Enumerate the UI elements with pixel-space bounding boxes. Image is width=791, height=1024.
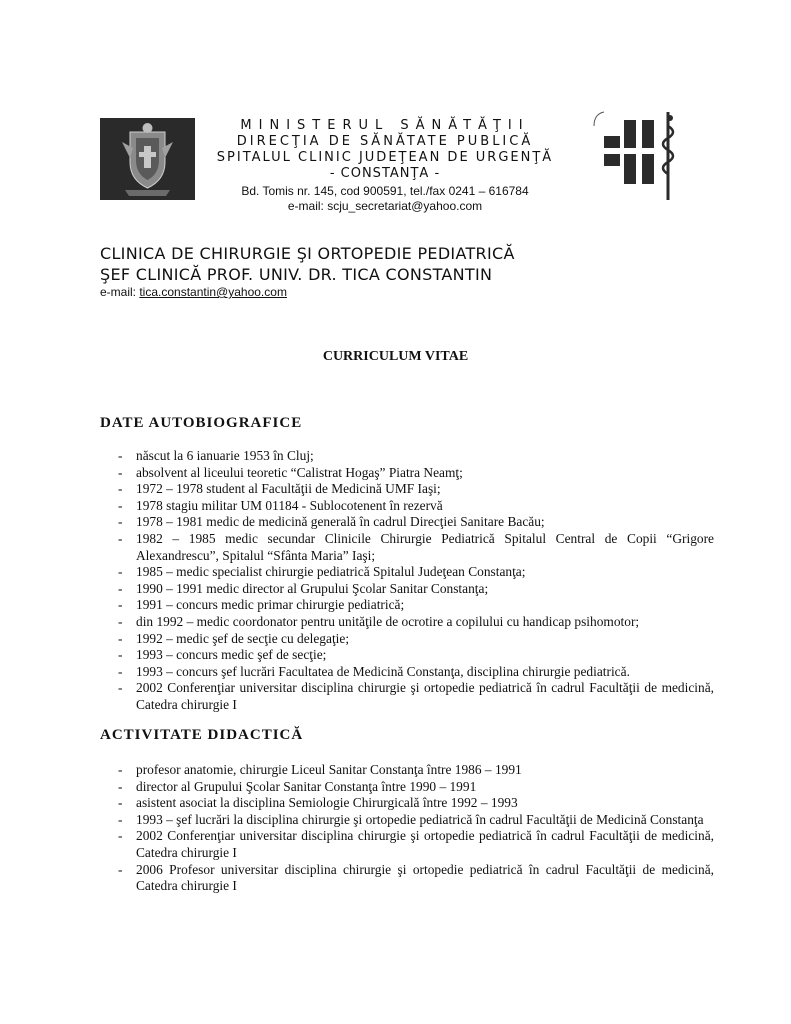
list-item — [118, 564, 714, 581]
list-item-text: 2006 Profesor universitar disciplina chirurgie şi ortopedie pediatrică în cadrul Facultăţii de medicină, Catedra chirurgie I — [136, 861, 714, 894]
clinic-email-line — [100, 285, 515, 299]
list-item-text: profesor anatomie, chirurgie Liceul Sanitar Constanţa între 1986 – 1991 — [136, 762, 522, 777]
list-item — [118, 762, 714, 779]
bullet-dash: - — [118, 795, 123, 811]
ministry-header — [205, 118, 565, 214]
bullet-dash: - — [118, 464, 123, 480]
list-item-text: absolvent al liceului teoretic “Calistrat Hogaş” Piatra Neamţ; — [136, 464, 463, 480]
hospital-name: SPITALUL CLINIC JUDEŢEAN DE URGENŢĂ — [216, 150, 554, 165]
list-item-text: 1993 – concurs medic şef de secţie; — [136, 647, 327, 663]
bullet-dash: - — [118, 448, 123, 463]
clinic-email-link[interactable]: tica.constantin@yahoo.com — [139, 285, 287, 299]
bullet-dash: - — [118, 613, 123, 629]
hospital-address: Bd. Tomis nr. 145, cod 900591, tel./fax 0241 – 616784 — [241, 184, 529, 198]
list-item — [118, 481, 714, 498]
clinic-header — [100, 243, 515, 299]
clinic-name: CLINICA DE CHIRURGIE ŞI ORTOPEDIE PEDIATRICĂ — [100, 244, 515, 263]
list-item — [118, 779, 714, 796]
bullet-dash: - — [118, 811, 123, 827]
list-item-text: 1978 stagiu militar UM 01184 - Sublocotenent în rezervă — [136, 497, 443, 513]
bullet-dash: - — [118, 497, 123, 513]
teaching-list — [118, 762, 714, 895]
list-item — [118, 448, 714, 465]
list-item-text: 2002 Conferenţiar universitar disciplina chirurgie şi ortopedie pediatrică în cadrul Facultăţii de medicină, Catedra chirurgie I — [136, 828, 714, 860]
bullet-dash: - — [118, 828, 123, 844]
list-item — [118, 597, 714, 614]
bullet-dash: - — [118, 861, 123, 877]
public-health-directorate: DIRECŢIA DE SĂNĂTATE PUBLICĂ — [236, 134, 534, 149]
list-item-text: 1991 – concurs medic primar chirurgie pediatrică; — [136, 597, 405, 613]
bullet-dash: - — [118, 597, 123, 613]
bullet-dash: - — [118, 778, 123, 794]
list-item-text: 1993 – concurs şef lucrări Facultatea de Medicină Constanţa, disciplina chirurgie pediatrică. — [136, 663, 630, 679]
list-item — [118, 514, 714, 531]
list-item-text: născut la 6 ianuarie 1953 în Cluj; — [136, 448, 314, 463]
hospital-email: e-mail: scju_secretariat@yahoo.com — [287, 199, 483, 213]
list-item — [118, 498, 714, 515]
list-item — [118, 664, 714, 681]
list-item-text: 1972 – 1978 student al Facultăţii de Medicină UMF Iaşi; — [136, 481, 441, 497]
list-item — [118, 862, 714, 895]
bullet-dash: - — [118, 663, 123, 679]
list-item — [118, 581, 714, 598]
autobiographical-list — [118, 448, 714, 714]
list-item — [118, 680, 714, 713]
hospital-logo-icon — [590, 108, 685, 203]
section-heading-teaching: ACTIVITATE DIDACTICĂ — [100, 727, 304, 743]
list-item-text: 1985 – medic specialist chirurgie pediatrică Spitalul Judeţean Constanţa; — [136, 564, 526, 580]
list-item-text: 2002 Conferenţiar universitar disciplina chirurgie şi ortopedie pediatrică în cadrul Facultăţii de medicină, Catedra chirurgie I — [136, 680, 714, 712]
list-item-text: 1993 – şef lucrări la disciplina chirurgie şi ortopedie pediatrică în cadrul Facultăţii de Medicină Constanţa — [136, 811, 704, 827]
bullet-dash: - — [118, 514, 123, 530]
bullet-dash: - — [118, 647, 123, 663]
list-item — [118, 614, 714, 631]
bullet-dash: - — [118, 530, 123, 546]
clinic-head: ŞEF CLINICĂ PROF. UNIV. DR. TICA CONSTANTIN — [100, 265, 493, 284]
list-item-text: 1978 – 1981 medic de medicină generală în cadrul Direcţiei Sanitare Bacău; — [136, 514, 545, 530]
list-item — [118, 795, 714, 812]
list-item — [118, 812, 714, 829]
list-item — [118, 631, 714, 648]
list-item-text: director al Grupului Şcolar Sanitar Constanţa între 1990 – 1991 — [136, 778, 477, 794]
list-item-text: din 1992 – medic coordonator pentru unităţile de ocrotire a copilului cu handicap psihomotor; — [136, 613, 640, 629]
list-item-text: 1982 – 1985 medic secundar Clinicile Chirurgie Pediatrică Spitalul Central de Copii “Grigore Alexandrescu”, Spitalul “Sfânta Maria” Iaşi; — [136, 530, 714, 563]
ministry-name: MINISTERUL SĂNĂTĂŢII — [240, 118, 530, 133]
document-title: CURRICULUM VITAE — [322, 349, 469, 364]
list-item — [118, 828, 714, 861]
bullet-dash: - — [118, 580, 123, 596]
list-item — [118, 531, 714, 564]
list-item — [118, 647, 714, 664]
romanian-coat-of-arms-icon — [100, 118, 195, 200]
list-item — [118, 465, 714, 482]
list-item-text: 1992 – medic şef de secţie cu delegaţie; — [136, 630, 350, 646]
clinic-email-label: e-mail: — [100, 285, 140, 299]
list-item-text: asistent asociat la disciplina Semiologie Chirurgicală între 1992 – 1993 — [136, 795, 518, 811]
section-heading-autobiographical: DATE AUTOBIOGRAFICE — [100, 415, 303, 431]
city-name: - CONSTANŢA - — [329, 166, 441, 181]
bullet-dash: - — [118, 680, 123, 696]
bullet-dash: - — [118, 630, 123, 646]
bullet-dash: - — [118, 564, 123, 580]
list-item-text: 1990 – 1991 medic director al Grupului Şcolar Sanitar Constanţa; — [136, 580, 489, 596]
bullet-dash: - — [118, 762, 123, 777]
bullet-dash: - — [118, 481, 123, 497]
